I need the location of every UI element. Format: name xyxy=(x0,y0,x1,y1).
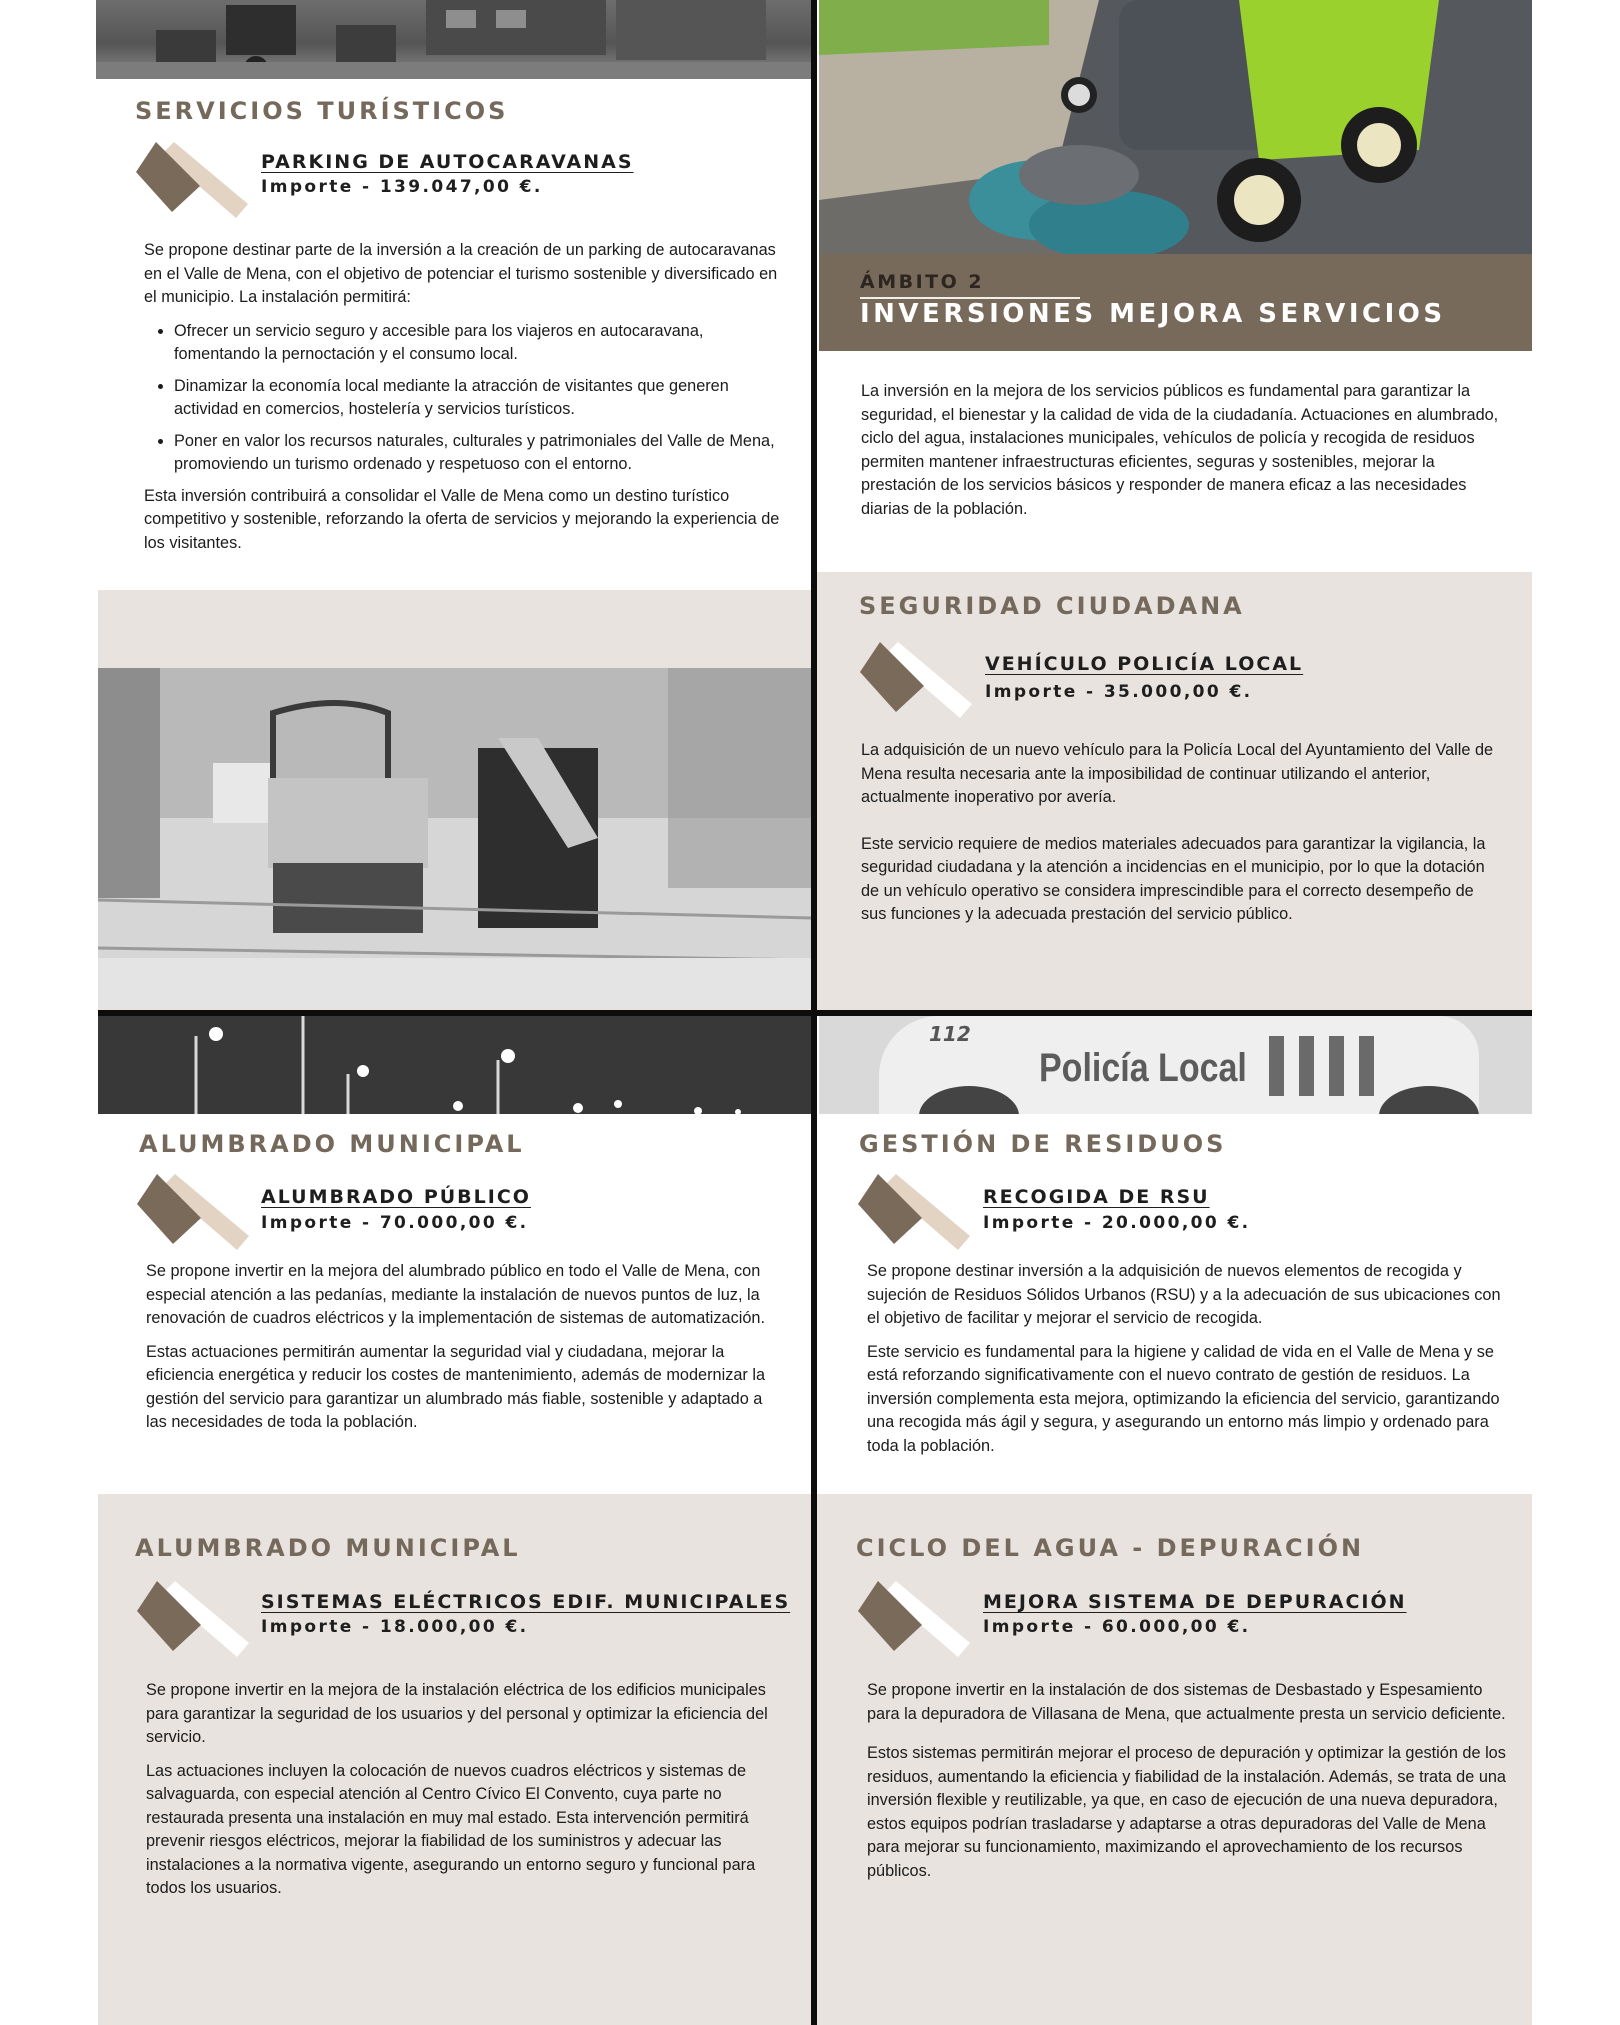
item-amount-electricos: Importe - 18.000,00 €. xyxy=(261,1617,529,1637)
paragraph: Este servicio requiere de medios materiales adecuados para garantizar la vigilancia, la seguridad ciudadana y la atención a incidencias en el municipio, por lo que la dotación de un vehículo operativo se considera imprescindible para el correcto desempeño de sus funciones y la adecuada prestación del servicio público. xyxy=(861,834,1486,923)
paragraph: Se propone invertir en la mejora del alumbrado público en todo el Valle de Mena, con especial atención a las pedanías, mediante la instalación de nuevos puntos de luz, la renovación de cuadros eléctricos y la implementación de sistemas de automatización. xyxy=(146,1262,766,1327)
section-title-residuos: GESTIÓN DE RESIDUOS xyxy=(859,1130,1227,1158)
bullet-item: • Dinamizar la economía local mediante la atracción de visitantes que generen actividad en comercios, hostelería y servicios turísticos. xyxy=(174,375,784,422)
section-body-electricos xyxy=(146,1679,786,1911)
ambito-intro: La inversión en la mejora de los servicios públicos es fundamental para garantizar la seguridad, el bienestar y la calidad de vida de la ciudadanía. Actuaciones en alumbrado, ciclo del agua, instalaciones municipales, vehículos de policía y recogida de residuos permiten mantener infraestructuras eficientes, seguras y sostenibles, mejorar la prestación de los servicios básicos y responder de manera eficaz a las necesidades diarias de la población. xyxy=(861,382,1499,518)
section-title-turisticos: SERVICIOS TURÍSTICOS xyxy=(135,97,509,125)
bullet-item: • Ofrecer un servicio seguro y accesible para los viajeros en autocaravana, fomentando la pernoctación y el consumo local. xyxy=(174,320,784,367)
logo-stripes-icon xyxy=(137,1581,249,1661)
police-car-text: Policía Local xyxy=(1039,1046,1247,1090)
logo-stripes-icon xyxy=(137,1174,249,1254)
logo-stripes-icon xyxy=(858,1174,970,1254)
construction-street-illustration xyxy=(96,0,811,79)
section-title-seguridad: SEGURIDAD CIUDADANA xyxy=(859,592,1245,620)
paragraph: Estas actuaciones permitirán aumentar la seguridad vial y ciudadana, mejorar la eficiencia energética y reducir los costes de mantenimiento, además de modernizar la gestión del servicio para garantizar un alumbrado más fiable, sostenible y adaptado a las necesidades de toda la población. xyxy=(146,1342,766,1431)
item-title-alumbrado: ALUMBRADO PÚBLICO xyxy=(261,1186,531,1208)
item-amount-depuracion: Importe - 60.000,00 €. xyxy=(983,1617,1251,1637)
paragraph: Este servicio es fundamental para la higiene y calidad de vida en el Valle de Mena y se está reforzando significativamente con el nuevo contrato de gestión de residuos. La inversión complementa esta mejora, optimizando la eficiencia del servicio, garantizando una recogida más ágil y segura, y asegurando un entorno más limpio y ordenado para toda la población. xyxy=(867,1342,1500,1455)
photo-construction-site xyxy=(98,668,811,1008)
police-car-checker xyxy=(1269,1036,1389,1096)
item-title-depuracion: MEJORA SISTEMA DE DEPURACIÓN xyxy=(983,1591,1407,1613)
logo-stripes-icon xyxy=(136,142,248,222)
police-car-number: 112 xyxy=(929,1022,971,1046)
paragraph: Esta inversión contribuirá a consolidar el Valle de Mena como un destino turístico competitivo y sostenible, reforzando la oferta de servicios y mejorando la experiencia de los visitantes. xyxy=(144,486,780,552)
section-title-electricos: ALUMBRADO MUNICIPAL xyxy=(135,1534,521,1562)
paragraph: Las actuaciones incluyen la colocación de nuevos cuadros eléctricos y sistemas de salvaguarda, con especial atención al Centro Cívico El Convento, cuya parte no restaurada presenta una instalación en muy mal estado. Esta intervención permitirá prevenir riesgos eléctricos, mejorar la fiabilidad de los suministros y adecuar las instalaciones a la normativa vigente, asegurando un entorno seguro y funcional para todos los usuarios. xyxy=(146,1761,756,1897)
bullet-item: • Poner en valor los recursos naturales, culturales y patrimoniales del Valle de Mena, promoviendo un turismo ordenado y respetuoso con el entorno. xyxy=(174,430,784,477)
section-title-agua: CICLO DEL AGUA - DEPURACIÓN xyxy=(856,1534,1365,1562)
item-title-electricos: SISTEMAS ELÉCTRICOS EDIF. MUNICIPALES xyxy=(261,1591,791,1613)
paragraph: La adquisición de un nuevo vehículo para la Policía Local del Ayuntamiento del Valle de Mena resulta necesaria ante la imposibilidad de continuar utilizando el anterior, actualmente inoperativo por avería. xyxy=(861,741,1494,806)
bullet-list xyxy=(144,320,784,477)
section-body-residuos xyxy=(867,1260,1507,1468)
photo-construction-street xyxy=(96,0,811,79)
photo-street-sweeper xyxy=(819,0,1532,254)
construction-site-illustration xyxy=(98,668,811,1008)
ambito-label: ÁMBITO 2 xyxy=(860,271,985,293)
photo-street-lights xyxy=(98,1016,811,1114)
street-sweeper-illustration xyxy=(819,0,1532,254)
section-title-alumbrado: ALUMBRADO MUNICIPAL xyxy=(139,1130,525,1158)
item-amount-rsu: Importe - 20.000,00 €. xyxy=(983,1213,1251,1233)
item-amount-alumbrado: Importe - 70.000,00 €. xyxy=(261,1213,529,1233)
row-divider xyxy=(98,1010,1532,1016)
item-title-rsu: RECOGIDA DE RSU xyxy=(983,1186,1210,1208)
logo-stripes-icon xyxy=(858,1581,970,1661)
photo-police-car xyxy=(819,1016,1532,1114)
section-body-alumbrado xyxy=(146,1260,786,1445)
paragraph: Se propone destinar parte de la inversión a la creación de un parking de autocaravanas en el Valle de Mena, con el objetivo de potenciar el turismo sostenible y diversificado en el municipio. La instalación permitirá: xyxy=(144,241,778,306)
paragraph: Se propone destinar inversión a la adquisición de nuevos elementos de recogida y sujeción de Residuos Sólidos Urbanos (RSU) y a la adecuación de sus ubicaciones con el objetivo de facilitar y mejorar el servicio de recogida. xyxy=(867,1262,1501,1327)
item-amount-policia: Importe - 35.000,00 €. xyxy=(985,682,1253,702)
paragraph: Estos sistemas permitirán mejorar el proceso de depuración y optimizar la gestión de los residuos, aumentando la eficiencia y fiabilidad de la instalación. Además, se trata de una inversión flexible y reutilizable, ya que, en caso de ejecución de una nueva depuradora, estos equipos podrían trasladarse y adaptarse a otras depuradoras del Valle de Mena para mejorar su funcionamiento, maximizando el aprovechamiento de los recursos públicos. xyxy=(867,1744,1506,1880)
item-title-policia: VEHÍCULO POLICÍA LOCAL xyxy=(985,653,1304,675)
logo-stripes-icon xyxy=(860,642,972,722)
section-body-seguridad xyxy=(861,739,1501,937)
paragraph: Se propone invertir en la mejora de la instalación eléctrica de los edificios municipales para garantizar la seguridad de los usuarios y del personal y optimizar la eficiencia del servicio. xyxy=(146,1681,768,1746)
section-body-agua xyxy=(867,1679,1507,1893)
paragraph: Se propone invertir en la instalación de dos sistemas de Desbastado y Espesamiento para la depuradora de Villasana de Mena, que actualmente presta un servicio deficiente. xyxy=(867,1681,1506,1723)
ambito-title: INVERSIONES MEJORA SERVICIOS xyxy=(860,299,1446,329)
item-amount-parking: Importe - 139.047,00 €. xyxy=(261,177,543,197)
item-title-parking: PARKING DE AUTOCARAVANAS xyxy=(261,151,634,173)
section-body-turisticos xyxy=(144,239,784,565)
street-lights-illustration xyxy=(98,1016,811,1114)
ambito-band xyxy=(819,254,1532,351)
